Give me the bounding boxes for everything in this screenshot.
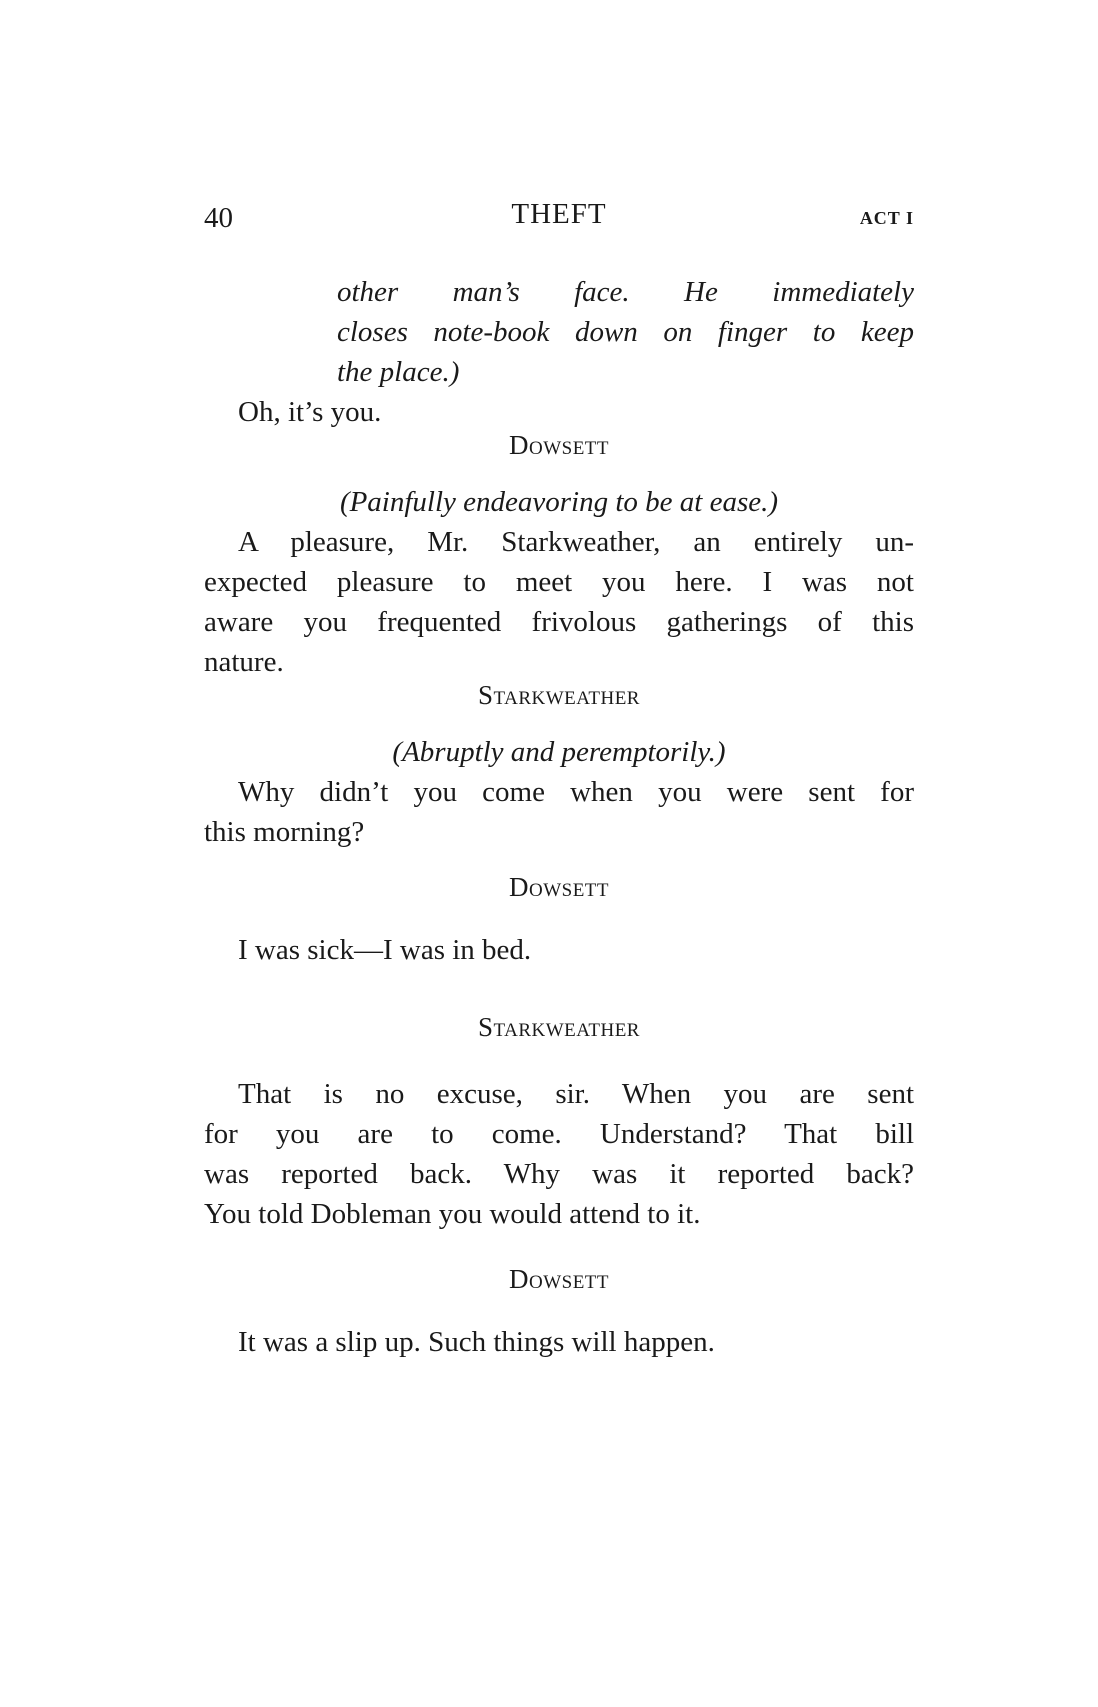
stage-direction: (Painfully endeavoring to be at ease.) [339,486,779,518]
speaker-label: Starkweather [478,1012,640,1042]
opening-stage-direction [337,272,914,392]
running-title: THEFT [511,198,607,230]
dialogue-line: Oh, it’s you. [238,396,382,428]
direction-line: the place.) [337,356,460,388]
dialogue-line: I was sick—I was in bed. [238,934,532,966]
dialogue-line: A pleasure, Mr. Starkweather, an entirely un- [238,526,914,558]
dialogue-line: was reported back. Why was it reported back? [204,1158,914,1190]
dialogue-line: this morning? [204,816,365,848]
direction-line: other man’s face. He immediately [337,276,914,308]
speaker-label: Starkweather [478,680,640,710]
speaker-name [204,680,914,711]
page-number: 40 [204,202,233,234]
dialogue-paragraph [204,1074,914,1234]
speaker-label: Dowsett [508,872,610,902]
speaker-name [204,1264,914,1295]
speaker-name [204,430,914,461]
dialogue-line: aware you frequented frivolous gatherings of this [204,606,914,638]
stage-direction: (Abruptly and peremptorily.) [392,736,726,768]
direction-line: closes note-book down on finger to keep [337,316,914,348]
dialogue-paragraph [204,772,914,852]
dialogue-paragraph [204,930,914,970]
dialogue-line: nature. [204,646,284,678]
page-header [204,198,914,238]
dialogue-line: It was a slip up. Such things will happen. [238,1326,715,1358]
speaker-name [204,1012,914,1043]
dialogue-paragraph [204,522,914,682]
dialogue-line: That is no excuse, sir. When you are sent [238,1078,914,1110]
dialogue-paragraph [204,1322,914,1362]
dialogue-line: for you are to come. Understand? That bill [204,1118,914,1150]
speaker-label: Dowsett [508,1264,610,1294]
speaker-name [204,872,914,903]
dialogue-line: Why didn’t you come when you were sent for [238,776,914,808]
dialogue-line: You told Dobleman you would attend to it. [204,1198,701,1230]
speaker-label: Dowsett [508,430,610,460]
dialogue-line: expected pleasure to meet you here. I was not [204,566,914,598]
act-label: ACT I [859,208,914,228]
